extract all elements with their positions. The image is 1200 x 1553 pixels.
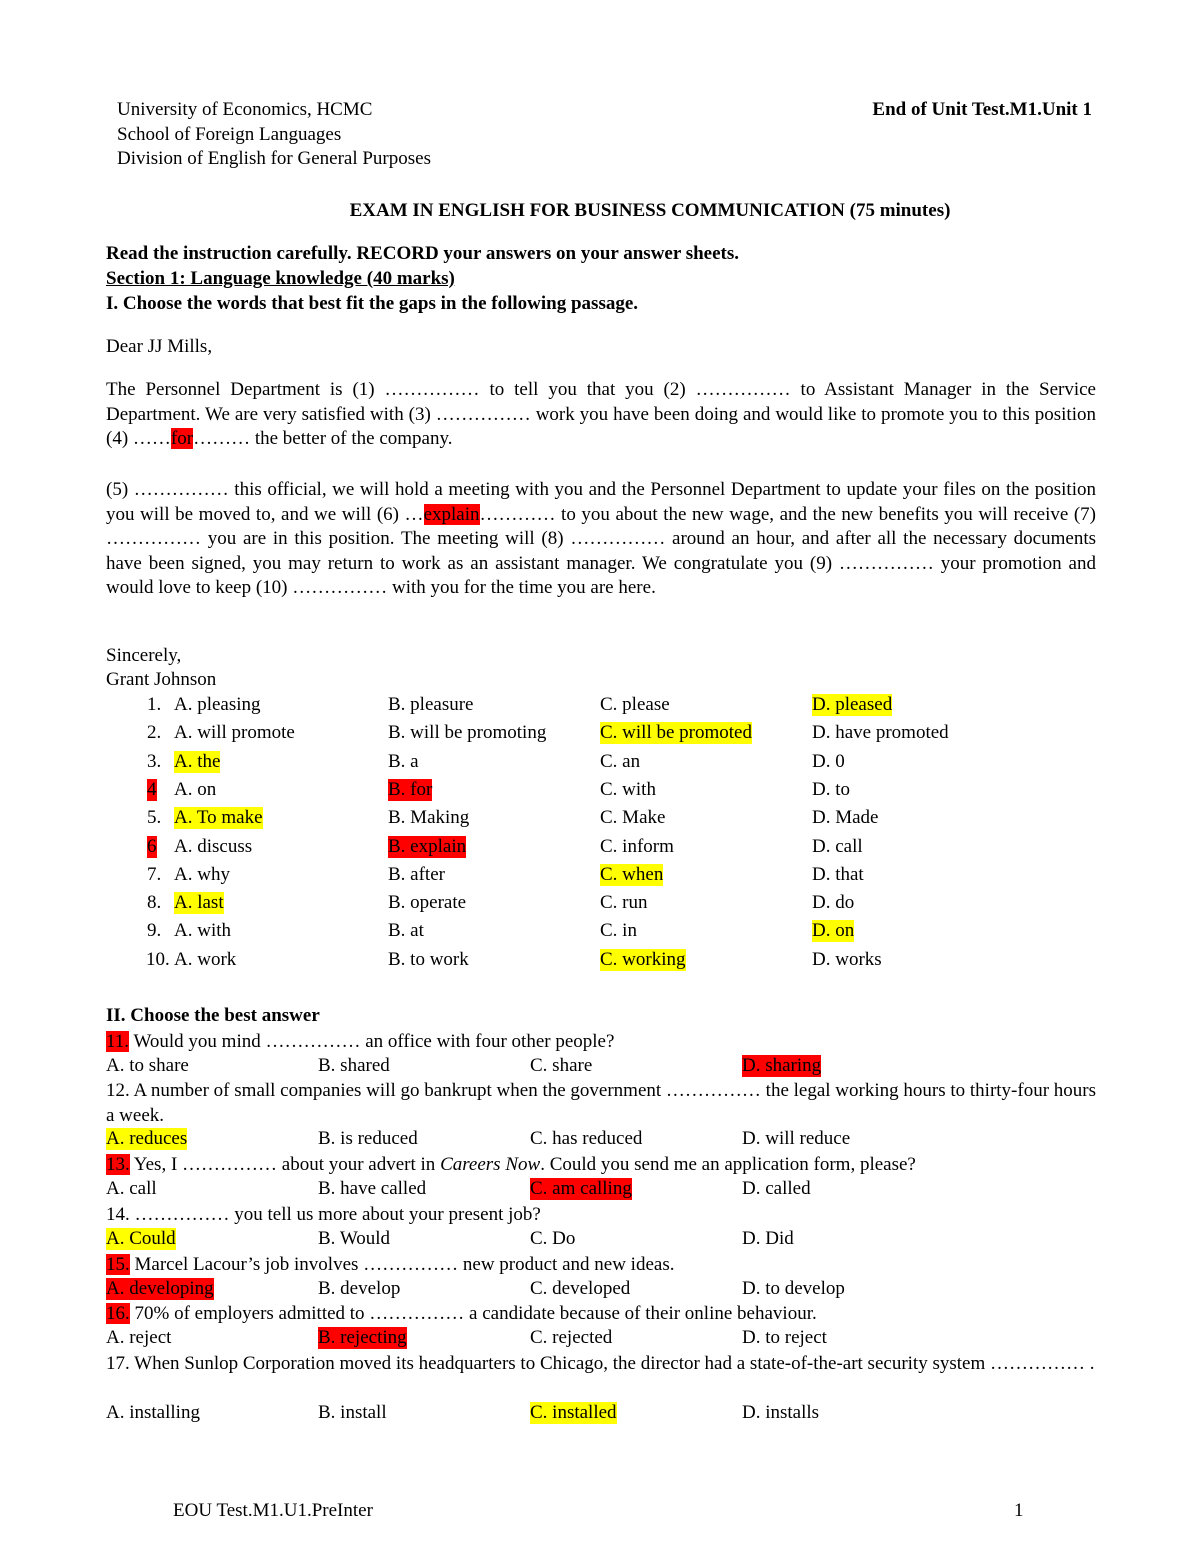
option-c[interactable]: C. with bbox=[600, 778, 656, 800]
option-b[interactable]: B. will be promoting bbox=[388, 722, 547, 744]
letter-salutation: Dear JJ Mills, bbox=[106, 336, 213, 357]
option-d[interactable]: D. that bbox=[812, 863, 864, 885]
question-text: Would you mind …………… an office with four other people? bbox=[133, 1031, 615, 1052]
question-number: 15. bbox=[106, 1254, 130, 1275]
option-b[interactable]: B. to work bbox=[388, 948, 469, 970]
question-number: 7. bbox=[147, 863, 162, 885]
section-heading: Section 1: Language knowledge (40 marks) bbox=[106, 268, 455, 289]
option-c[interactable]: C. rejected bbox=[530, 1327, 613, 1348]
question-13 bbox=[106, 1153, 1096, 1178]
school-name: School of Foreign Languages bbox=[117, 124, 342, 145]
option-b[interactable]: B. Making bbox=[388, 807, 470, 829]
option-a[interactable]: A. last bbox=[174, 892, 224, 914]
question-text: Yes, I …………… about your advert in bbox=[133, 1154, 441, 1175]
question-text: A number of small companies will go bankrupt when the government …………… the legal working hours to thirty-four hours a week. bbox=[106, 1080, 1097, 1126]
question-number: 8. bbox=[147, 892, 162, 914]
question-row-8 bbox=[0, 892, 1200, 920]
option-a[interactable]: A. call bbox=[106, 1178, 157, 1199]
option-a[interactable]: A. to share bbox=[106, 1055, 189, 1076]
answers-12 bbox=[0, 1128, 1200, 1153]
option-c[interactable]: C. run bbox=[600, 892, 648, 914]
option-c[interactable]: C. share bbox=[530, 1055, 593, 1076]
option-a[interactable]: A. why bbox=[174, 863, 230, 885]
option-d[interactable]: D. will reduce bbox=[742, 1128, 851, 1149]
question-11 bbox=[106, 1030, 1096, 1055]
question-text: …………… you tell us more about your present job? bbox=[134, 1204, 541, 1225]
option-c[interactable]: C. in bbox=[600, 920, 637, 942]
option-d[interactable]: D. 0 bbox=[812, 750, 845, 772]
letter-paragraph-2 bbox=[106, 478, 1096, 601]
question-number: 5. bbox=[147, 807, 162, 829]
option-a[interactable]: A. installing bbox=[106, 1402, 200, 1423]
letter-closing: Sincerely, bbox=[106, 645, 182, 666]
answers-17 bbox=[0, 1402, 1200, 1427]
question-number: 14. bbox=[106, 1204, 130, 1225]
option-a[interactable]: A. reduces bbox=[106, 1128, 188, 1149]
page-number: 1 bbox=[1014, 1500, 1024, 1521]
answers-15 bbox=[0, 1278, 1200, 1303]
option-d[interactable]: D. Made bbox=[812, 807, 879, 829]
question-number: 17. bbox=[106, 1353, 130, 1374]
option-c[interactable]: C. working bbox=[600, 948, 686, 970]
letter-paragraph-1 bbox=[106, 378, 1096, 452]
option-c[interactable]: C. has reduced bbox=[530, 1128, 643, 1149]
paragraph-text: (5) …………… this official, we will hold a meeting with you and the Personnel Department to update your files on the position you will be moved to, and we will (6) … bbox=[106, 479, 1096, 525]
option-b[interactable]: B. operate bbox=[388, 892, 467, 914]
option-b[interactable]: B. install bbox=[318, 1402, 387, 1423]
option-d[interactable]: D. sharing bbox=[742, 1055, 822, 1076]
answers-14 bbox=[0, 1228, 1200, 1253]
option-c[interactable]: C. when bbox=[600, 863, 664, 885]
option-b[interactable]: B. a bbox=[388, 750, 419, 772]
option-b[interactable]: B. Would bbox=[318, 1228, 391, 1249]
option-d[interactable]: D. called bbox=[742, 1178, 811, 1199]
exam-title: EXAM IN ENGLISH FOR BUSINESS COMMUNICATION (75 minutes) bbox=[349, 200, 951, 221]
question-row-2 bbox=[0, 722, 1200, 750]
option-d[interactable]: D. works bbox=[812, 948, 882, 970]
answer-fill: for bbox=[170, 428, 194, 450]
option-c[interactable]: C. will be promoted bbox=[600, 722, 752, 744]
option-c[interactable]: C. inform bbox=[600, 835, 674, 857]
option-c[interactable]: C. am calling bbox=[530, 1178, 632, 1199]
question-row-7 bbox=[0, 864, 1200, 892]
option-a[interactable]: A. with bbox=[174, 920, 231, 942]
option-c[interactable]: C. please bbox=[600, 694, 670, 715]
option-c[interactable]: C. installed bbox=[530, 1402, 617, 1423]
question-number: 16. bbox=[106, 1303, 130, 1324]
division-name: Division of English for General Purposes bbox=[117, 148, 431, 169]
question-15 bbox=[106, 1253, 1096, 1278]
option-b[interactable]: B. explain bbox=[388, 835, 467, 857]
question-row-5 bbox=[0, 807, 1200, 835]
paragraph-text: ………… to you about the new wage, and the new benefits you will receive (7) …………… you are in this position. The meeting will (8) …………… around an hour, and after all the necessary documents have been signed, you may return to work as an assistant manager. We congratulate you (9) …………… your promotion and would love to keep (10) …………… with you for the time you are here. bbox=[106, 503, 1096, 599]
option-b[interactable]: B. rejecting bbox=[318, 1327, 407, 1348]
option-d[interactable]: D. have promoted bbox=[812, 722, 949, 744]
question-number: 13. bbox=[106, 1154, 130, 1175]
option-a[interactable]: A. will promote bbox=[174, 722, 295, 744]
option-a[interactable]: A. discuss bbox=[174, 835, 253, 857]
question-number: 12. bbox=[106, 1080, 130, 1101]
option-d[interactable]: D. to bbox=[812, 778, 850, 800]
footer-code: EOU Test.M1.U1.PreInter bbox=[173, 1500, 373, 1521]
question-number: 1. bbox=[147, 694, 162, 715]
option-d[interactable]: D. do bbox=[812, 892, 855, 914]
part1-heading: I. Choose the words that best fit the gaps in the following passage. bbox=[106, 293, 639, 314]
option-a[interactable]: A. on bbox=[174, 778, 217, 800]
option-a[interactable]: A. To make bbox=[174, 807, 263, 829]
question-text: 70% of employers admitted to …………… a candidate because of their online behaviour. bbox=[134, 1303, 817, 1324]
question-text: Marcel Lacour’s job involves …………… new product and new ideas. bbox=[134, 1254, 675, 1275]
option-a[interactable]: A. developing bbox=[106, 1278, 214, 1299]
option-b[interactable]: B. after bbox=[388, 863, 445, 885]
question-text: . Could you send me an application form, please? bbox=[540, 1154, 916, 1175]
answer-fill: explain bbox=[423, 503, 480, 525]
question-14 bbox=[106, 1203, 1096, 1228]
option-c[interactable]: C. Make bbox=[600, 807, 666, 829]
option-d[interactable]: D. on bbox=[812, 920, 855, 942]
question-16 bbox=[106, 1302, 1096, 1327]
option-b[interactable]: B. pleasure bbox=[388, 694, 474, 715]
question-text: When Sunlop Corporation moved its headquarters to Chicago, the director had a state-of-the-art security system …………… . bbox=[134, 1353, 1095, 1374]
question-number: 2. bbox=[147, 722, 162, 744]
part2-heading: II. Choose the best answer bbox=[106, 1005, 320, 1026]
magazine-title: Careers Now bbox=[440, 1154, 541, 1175]
answers-16 bbox=[0, 1327, 1200, 1352]
option-d[interactable]: D. call bbox=[812, 835, 863, 857]
question-row-1 bbox=[0, 694, 1200, 722]
question-number: 3. bbox=[147, 750, 162, 772]
question-row-9 bbox=[0, 920, 1200, 948]
option-b[interactable]: B. at bbox=[388, 920, 424, 942]
option-d[interactable]: D. Did bbox=[742, 1228, 794, 1249]
letter-signature: Grant Johnson bbox=[106, 669, 217, 690]
question-17 bbox=[106, 1352, 1096, 1377]
question-number: 6 bbox=[147, 835, 157, 857]
paragraph-text: The Personnel Department is (1) …………… to tell you that you (2) …………… to Assistant Manager in the Service Department. We are very satisfied with (3) …………… work you have been doing and would like to promote you to this position (4) …… bbox=[106, 379, 1096, 450]
option-b[interactable]: B. develop bbox=[318, 1278, 401, 1299]
option-a[interactable]: A. work bbox=[174, 948, 237, 970]
question-12 bbox=[106, 1079, 1096, 1128]
option-d[interactable]: D. installs bbox=[742, 1402, 820, 1423]
option-b[interactable]: B. for bbox=[388, 778, 433, 800]
question-number: 11. bbox=[106, 1031, 130, 1052]
question-number: 9. bbox=[147, 920, 162, 942]
option-d[interactable]: D. to develop bbox=[742, 1278, 845, 1299]
question-row-6 bbox=[0, 836, 1200, 864]
option-a[interactable]: A. Could bbox=[106, 1228, 176, 1249]
option-c[interactable]: C. an bbox=[600, 750, 641, 772]
question-row-4 bbox=[0, 779, 1200, 807]
option-b[interactable]: B. shared bbox=[318, 1055, 390, 1076]
question-number: 10. bbox=[146, 948, 170, 970]
question-row-3 bbox=[0, 751, 1200, 779]
option-d[interactable]: D. to reject bbox=[742, 1327, 827, 1348]
question-row-10 bbox=[0, 949, 1200, 977]
answers-13 bbox=[0, 1178, 1200, 1203]
institution-name: University of Economics, HCMC bbox=[117, 99, 373, 120]
test-code: End of Unit Test.M1.Unit 1 bbox=[872, 99, 1092, 120]
option-b[interactable]: B. have called bbox=[318, 1178, 427, 1199]
instruction: Read the instruction carefully. RECORD your answers on your answer sheets. bbox=[106, 243, 739, 264]
option-c[interactable]: C. Do bbox=[530, 1228, 576, 1249]
option-d[interactable]: D. pleased bbox=[812, 694, 893, 715]
option-a[interactable]: A. reject bbox=[106, 1327, 172, 1348]
paragraph-text: ……… the better of the company. bbox=[193, 428, 453, 450]
option-c[interactable]: C. developed bbox=[530, 1278, 631, 1299]
option-b[interactable]: B. is reduced bbox=[318, 1128, 418, 1149]
answers-11 bbox=[0, 1055, 1200, 1080]
option-a[interactable]: A. the bbox=[174, 750, 221, 772]
option-a[interactable]: A. pleasing bbox=[174, 694, 261, 715]
question-number: 4 bbox=[147, 778, 157, 800]
